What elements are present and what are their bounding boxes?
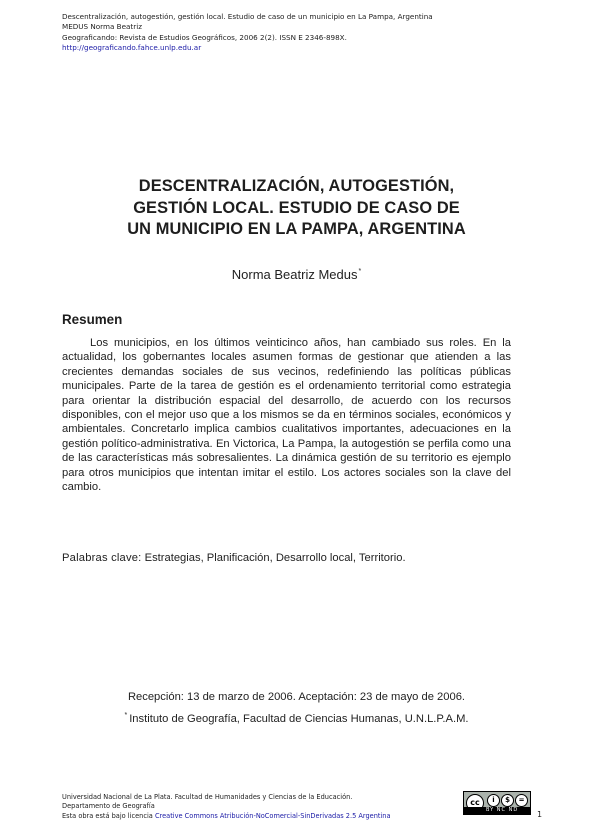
attribution-icon: i (487, 794, 500, 807)
reception-dates: Recepción: 13 de marzo de 2006. Aceptación: 23 de mayo de 2006. (127, 691, 466, 703)
affiliation-footnote-mark: * (124, 712, 128, 719)
affiliation-text: Instituto de Geografía, Facultad de Ciencias Humanas, U.N.L.P.A.M. (129, 713, 469, 725)
page-footer (62, 793, 452, 821)
cc-icon: cc (466, 794, 484, 812)
noderivatives-icon: = (515, 794, 528, 807)
title-line-3: UN MUNICIPIO EN LA PAMPA, ARGENTINA (127, 220, 466, 238)
header-journal-link[interactable]: http://geograficando.fahce.unlp.edu.ar (62, 42, 202, 52)
cc-license-badge[interactable] (463, 791, 531, 815)
keywords-values: Estrategias, Planificación, Desarrollo local, Territorio. (144, 552, 406, 564)
author-line (62, 264, 531, 283)
footer-university: Universidad Nacional de La Plata. Facultad de Humanidades y Ciencias de la Educación. (62, 793, 353, 801)
keywords-line (62, 551, 522, 565)
header-article-title: Descentralización, autogestión, gestión local. Estudio de caso de un municipio en La Pampa, Argentina (62, 12, 433, 21)
article-title (62, 176, 531, 241)
footer-license-link[interactable]: Creative Commons Atribución-NoComercial-SinDerivadas 2.5 Argentina (154, 811, 391, 820)
page-number: 1 (537, 810, 543, 819)
badge-caption: BY NC ND (486, 807, 519, 813)
title-line-2: GESTIÓN LOCAL. ESTUDIO DE CASO DE (133, 198, 460, 217)
abstract-text: Los municipios, en los últimos veinticinco años, han cambiado sus roles. En la actualidad, los gobernantes locales asumen formas de gestionar que atienden a las crecientes demandas sociales de sus vecinos, redefiniendo las políticas públicas municipales. Parte de la tarea de gestión es el ordenamiento territorial como estrategia para orientar la distribución espacial del desarrollo, de acuerdo con los recursos disponibles, con el mejor uso que a los mismos se da en términos sociales, económicos y ambientales. Concretarlo implica cambios cualitativos importantes, adecuaciones en la gestión político-administrativa. En Victorica, La Pampa, la autogestión se perfila como una de las características más sobresalientes. La dinámica gestión de su territorio es ejemplo para otros municipios que intentan imitar el estilo. Los actores sociales son la clave del cambio. (62, 337, 511, 494)
header-journal: Geograficando: Revista de Estudios Geográficos, 2006 2(2). ISSN E 2346-898X. (62, 32, 347, 42)
footer-license-line (62, 812, 452, 821)
author-name: Norma Beatriz Medus (231, 267, 358, 282)
badge-caption-bar (464, 807, 530, 814)
footer-license-prefix: Esta obra está bajo licencia (62, 811, 153, 820)
header-author: MEDUS Norma Beatriz (62, 22, 142, 32)
author-footnote-mark: * (358, 268, 362, 275)
noncommercial-icon: $ (501, 794, 514, 807)
abstract-heading: Resumen (62, 312, 123, 327)
running-header (62, 12, 542, 53)
footer-department: Departamento de Geografía (62, 802, 155, 811)
keywords-label: Palabras clave: (62, 552, 142, 564)
title-line-1: DESCENTRALIZACIÓN, AUTOGESTIÓN, (138, 177, 455, 195)
author-affiliation (62, 709, 531, 726)
